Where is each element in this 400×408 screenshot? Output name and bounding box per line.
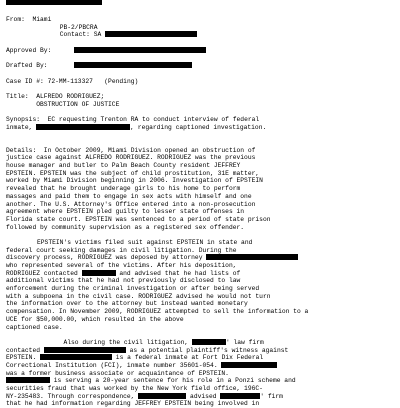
- redaction-bar: [221, 362, 277, 368]
- redaction-bar: [36, 124, 130, 130]
- para3-text: NY-235483. Through correspondence,: [6, 392, 135, 400]
- para2-line: captioned case.: [6, 323, 63, 331]
- document-header: [6, 16, 386, 408]
- para3-text: contacted: [6, 346, 41, 354]
- para2-line: with a subpoena in the civil case. RODRIGUEZ advised he would not turn: [6, 292, 271, 300]
- contact-row: [6, 31, 386, 39]
- from-row: [6, 16, 386, 24]
- para3-line: securities fraud that was worked by the New York field office, 196C-: [6, 385, 263, 392]
- para3-line: [6, 347, 386, 355]
- witness-paragraph: [6, 339, 386, 408]
- para2-line: [6, 270, 386, 278]
- title-label: Title:: [6, 92, 29, 100]
- para3-text: EPSTEIN.: [6, 354, 37, 362]
- title-line-2: OBSTRUCTION OF JUSTICE: [36, 100, 120, 108]
- para2-line: [6, 254, 386, 262]
- para3-line: [6, 339, 386, 347]
- redaction-bar: [138, 393, 186, 399]
- redaction-bar: [206, 254, 298, 260]
- case-id-row: [6, 78, 386, 86]
- redaction-bar: [6, 377, 50, 383]
- drafted-by-label: Drafted By:: [6, 62, 48, 70]
- office-value: PB-2/PBCRA: [59, 23, 98, 31]
- redaction-bar: [220, 393, 260, 399]
- details-line: Details: In October 2009, Miami Division opened an obstruction of: [6, 146, 256, 154]
- para3-text: as a potential plaintiff's witness against: [129, 346, 289, 354]
- details-line: agreement where EPSTEIN pled guilty to lesser state offenses in: [6, 208, 245, 216]
- synopsis-line-1: EC requesting Trenton RA to conduct interview of federal: [47, 115, 260, 123]
- redaction-bar: [44, 347, 126, 353]
- para3-line: [6, 377, 386, 385]
- details-line: revealed that he brought underage girls to his home to perform: [6, 185, 241, 193]
- redaction-bar: [74, 47, 206, 53]
- office-row: [6, 24, 386, 32]
- case-status: (Pending): [104, 77, 139, 85]
- case-id-value: 72-MM-113327: [47, 77, 93, 85]
- details-line: Florida state court. EPSTEIN was sentenced to a period of state prison: [6, 215, 271, 223]
- para3-text: Correctional Institution (FCI), inmate number 35601-054.: [6, 361, 218, 369]
- details-line: followed by community supervision as a registered sex offender.: [6, 223, 245, 231]
- para2-line: compensation. In November 2009, RODRIGUEZ attempted to sell the information to a: [6, 308, 309, 316]
- drafted-by-row: [6, 62, 386, 70]
- para2-line: [6, 239, 386, 247]
- redaction-bar: [74, 62, 192, 68]
- para2-text: discovery process, RODRIGUEZ was deposed by attorney: [6, 254, 203, 262]
- para3-line: was a former business associate or acquaintance of EPSTEIN.: [6, 369, 229, 377]
- para2-line: the information over to the attorney but instead wanted monetary: [6, 300, 248, 308]
- synopsis-line-2a: inmate,: [6, 123, 33, 131]
- para3-line: [6, 393, 386, 401]
- contact-label: Contact:: [59, 31, 90, 39]
- case-id-label: Case ID #:: [6, 77, 44, 85]
- synopsis-row: [6, 116, 386, 124]
- para2-line: federal court seeking damages in civil litigation. During the: [6, 246, 237, 254]
- para2-line: additional victims that he had not previously disclosed to law: [6, 277, 241, 285]
- para3-line: [6, 354, 386, 362]
- synopsis-row-2: [6, 124, 386, 132]
- para3-text: is a federal inmate at Fort Dix Federal: [115, 354, 264, 362]
- approved-by-label: Approved By:: [6, 46, 52, 54]
- para2-line: enforcement during the criminal investigation or after being served: [6, 285, 260, 293]
- details-line: EPSTEIN. EPSTEIN was the subject of child prostitution, 31E matter,: [6, 169, 260, 177]
- para3-text: Also during the civil litigation,: [63, 338, 189, 346]
- synopsis-label: Synopsis:: [6, 115, 41, 123]
- para2-line: UCE for $50,000.00, which resulted in the above: [6, 315, 184, 323]
- contact-value: SA: [93, 31, 102, 39]
- para2-text: RODRIGUEZ contacted: [6, 269, 78, 277]
- para2-text: EPSTEIN's victims filed suit against EPSTEIN in state and: [37, 238, 253, 246]
- title-row-2: [6, 101, 386, 109]
- redaction-bar: [6, 0, 102, 5]
- details-line: house manager and butler to Palm Beach County resident JEFFREY: [6, 162, 241, 170]
- para3-text: is serving a 20-year sentence for his role in a Ponzi scheme and: [53, 377, 296, 385]
- title-row: [6, 93, 386, 101]
- redaction-bar: [82, 270, 116, 276]
- para3-text: ' firm: [260, 392, 283, 400]
- redaction-bar: [40, 354, 112, 360]
- victims-paragraph: [6, 239, 386, 331]
- approved-by-row: [6, 47, 386, 55]
- para3-text: ' law firm: [225, 338, 264, 346]
- para3-line: [6, 362, 386, 370]
- redaction-bar: [105, 31, 197, 37]
- details-line: worked by Miami Division beginning in 2006. Investigation of EPSTEIN: [6, 177, 263, 185]
- details-line: another. The U.S. Attorney's Office entered into a non-prosecution: [6, 200, 256, 208]
- para3-text: advised: [190, 392, 217, 400]
- redaction-bar: [192, 339, 226, 345]
- para3-line: that he had information regarding JEFFREY EPSTEIN being involved in: [6, 400, 260, 408]
- title-line-1: ALFREDO RODRIGUEZ;: [36, 92, 105, 100]
- para2-line: who represented several of the victims. After his deposition,: [6, 262, 237, 269]
- details-line: massages and paid them to engage in sex acts with himself and one: [6, 192, 252, 200]
- para2-text: and advised that he had lists of: [119, 269, 241, 277]
- details-line: justice case against ALFREDO RODRIGUEZ. RODRIGUEZ was the previous: [6, 154, 256, 162]
- synopsis-line-2b: , regarding captioned investigation.: [130, 123, 267, 131]
- from-value: Miami: [32, 16, 52, 23]
- from-label: From:: [6, 16, 25, 23]
- details-paragraph: [6, 147, 386, 232]
